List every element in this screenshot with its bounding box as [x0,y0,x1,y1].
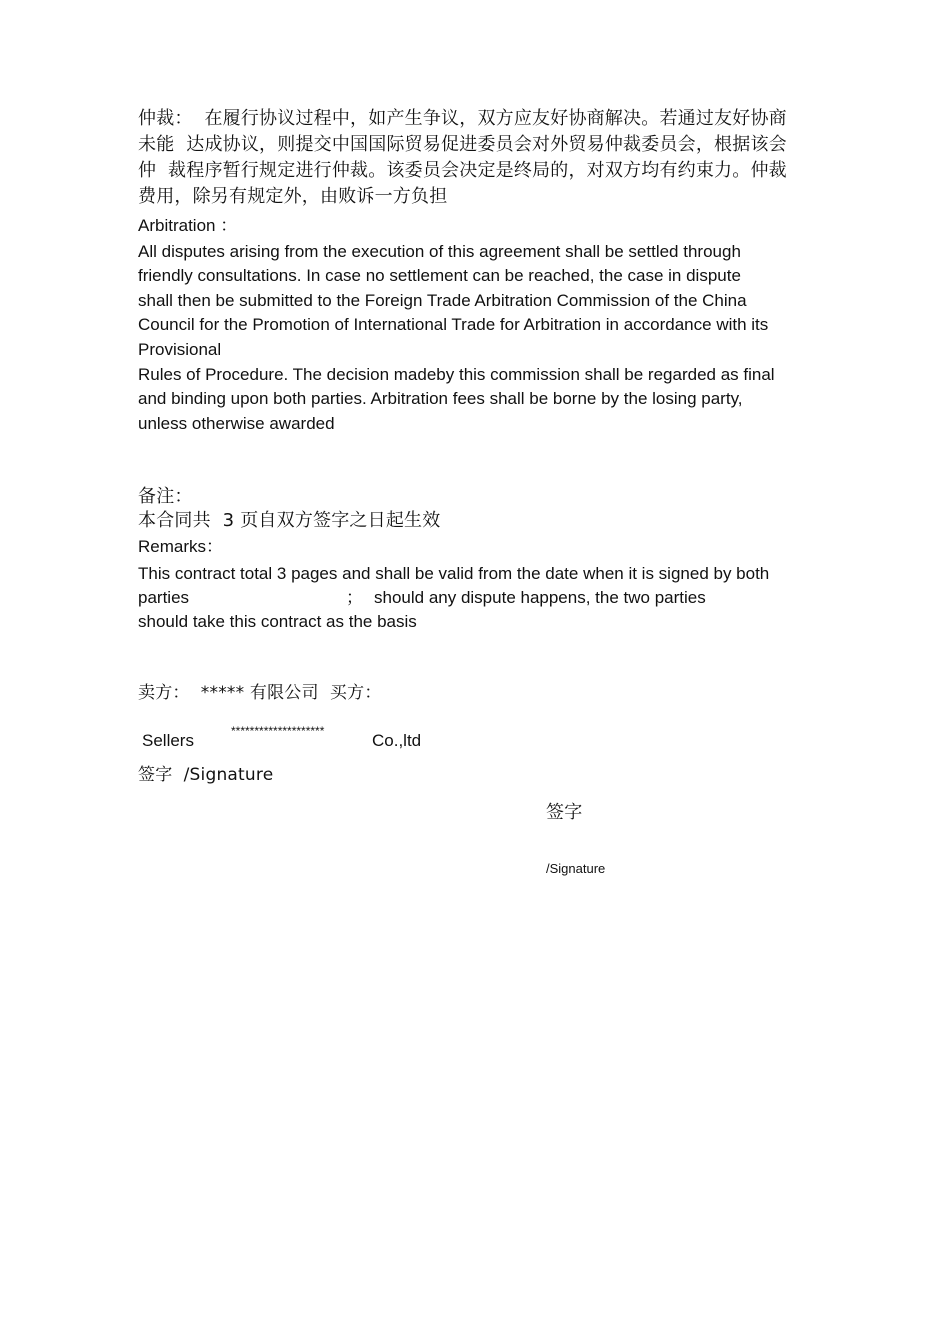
remarks-en-semicolon: ； [346,588,363,607]
remarks-en-line-3: should take this contract as the basis [138,612,417,631]
seller-company-stars: ******************** [231,724,325,738]
seller-signature: 签字 /Signature [138,765,274,785]
remarks-cn-text: 本合同共 3 页自双方签字之日起生效 [138,510,441,531]
buyer-signature-block [546,764,606,876]
parties-cn-line: 卖方： ***** 有限公司 买方： [138,683,382,703]
remarks-en-line-1: This contract total 3 pages and shall be valid from the date when it is signed by both [138,564,770,583]
arbitration-en-line-5: Provisional [138,340,222,359]
arbitration-en-line-3: shall then be submitted to the Foreign Trade Arbitration Commission of the China [138,291,747,310]
buyer-signature-en: /Signature [546,861,606,876]
buyer-signature-cn: 签字 [546,802,583,823]
arbitration-en-heading: Arbitration ： [138,216,238,235]
remarks-en-line-2c: should any dispute happens, the two parties [374,588,706,607]
arbitration-en-line-2: friendly consultations. In case no settlement can be reached, the case in dispute [138,266,741,285]
arbitration-en-line-7: and binding upon both parties. Arbitration fees shall be borne by the losing party, [138,389,743,408]
arbitration-en-line-8: unless otherwise awarded [138,414,335,433]
remarks-cn-heading: 备注： [138,486,193,507]
arbitration-cn-line-4: 费用，除另有规定外，由败诉一方负担 [138,186,448,207]
arbitration-en-line-4: Council for the Promotion of International Trade for Arbitration in accordance with its [138,315,769,334]
arbitration-en-line-6: Rules of Procedure. The decision madeby this commission shall be regarded as final [138,365,775,384]
remarks-en-line-2a: parties [138,588,190,607]
company-suffix: Co.,ltd [372,731,422,750]
arbitration-cn-line-2: 未能 达成协议，则提交中国国际贸易促进委员会对外贸易仲裁委员会，根据该会 [138,134,787,155]
arbitration-en-line-1: All disputes arising from the execution of this agreement shall be settled through [138,242,741,261]
arbitration-cn-line-1: 仲裁： 在履行协议过程中，如产生争议，双方应友好协商解决。若通过友好协商 [138,108,787,129]
arbitration-cn-line-3: 仲 裁程序暂行规定进行仲裁。该委员会决定是终局的，对双方均有约束力。仲裁 [138,160,787,181]
remarks-en-heading: Remarks： [138,537,224,556]
sellers-label: Sellers [142,731,194,750]
